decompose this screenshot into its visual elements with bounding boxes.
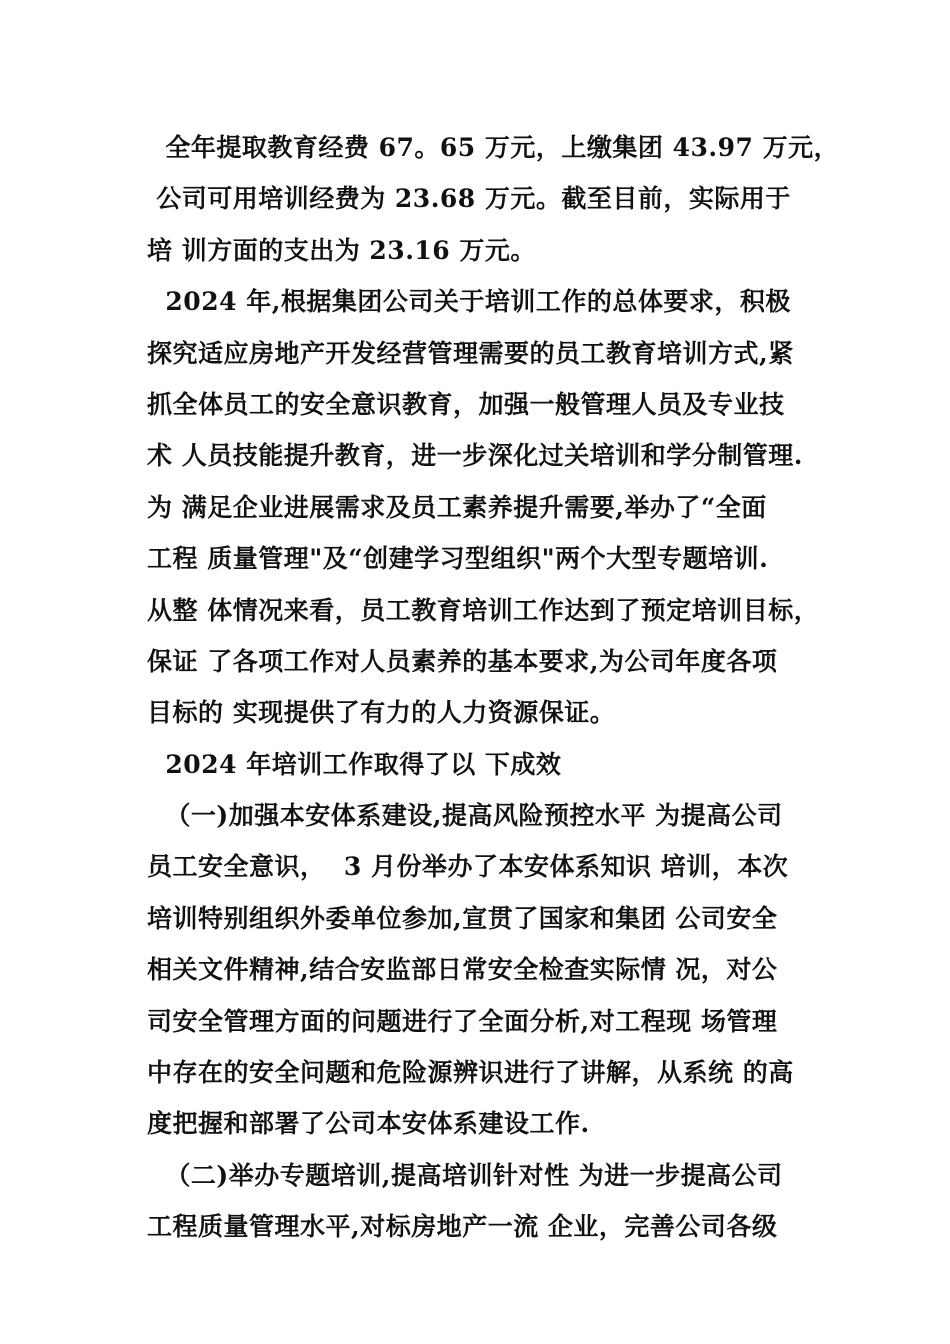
text-line: 培 训方面的支出为 23.16 万元。 xyxy=(147,235,536,265)
text-line: 术 人员技能提升教育，进一步深化过关培训和学分制管理. xyxy=(147,441,803,471)
text-line: 司安全管理方面的问题进行了全面分析,对工程现 场管理 xyxy=(147,1006,778,1036)
text-line: 2024 年培训工作取得了以 下成效 xyxy=(147,749,562,779)
document-body xyxy=(147,122,840,1253)
text-line: 工程质量管理水平,对标房地产一流 企业，完善公司各级 xyxy=(147,1212,778,1242)
text-line: 探究适应房地产开发经营管理需要的员工教育培训方式,紧 xyxy=(147,338,794,368)
text-line: 公司可用培训经费为 23.68 万元。截至目前，实际用于 xyxy=(147,184,791,214)
text-line: 2024 年,根据集团公司关于培训工作的总体要求，积极 xyxy=(147,287,791,317)
text-line: 工程 质量管理"及“创建学习型组织"两个大型专题培训. xyxy=(147,544,769,574)
text-line: 目标的 实现提供了有力的人力资源保证。 xyxy=(147,698,616,728)
text-line: （一)加强本安体系建设,提高风险预控水平 为提高公司 xyxy=(147,801,783,831)
text-line: 抓全体员工的安全意识教育，加强一般管理人员及专业技 xyxy=(147,389,785,419)
text-line: 相关文件精神,结合安监部日常安全检查实际情 况，对公 xyxy=(147,955,778,985)
text-line: 全年提取教育经费 67。65 万元，上缴集团 43.97 万元， xyxy=(147,133,840,162)
text-line: 从整 体情况来看，员工教育培训工作达到了预定培训目标， xyxy=(147,595,820,625)
text-line: 中存在的安全问题和危险源辨识进行了讲解，从系统 的高 xyxy=(147,1058,794,1088)
text-line: 为 满足企业进展需求及员工素养提升需要,举办了“全面 xyxy=(147,492,767,522)
text-line: （二)举办专题培训,提高培训针对性 为进一步提高公司 xyxy=(147,1160,783,1190)
text-line: 员工安全意识， 3 月份举办了本安体系知识 培训，本次 xyxy=(147,852,789,882)
text-line: 培训特别组织外委单位参加,宣贯了国家和集团 公司安全 xyxy=(147,903,778,933)
text-line: 度把握和部署了公司本安体系建设工作. xyxy=(147,1109,590,1139)
text-line: 保证 了各项工作对人员素养的基本要求,为公司年度各项 xyxy=(147,646,778,676)
